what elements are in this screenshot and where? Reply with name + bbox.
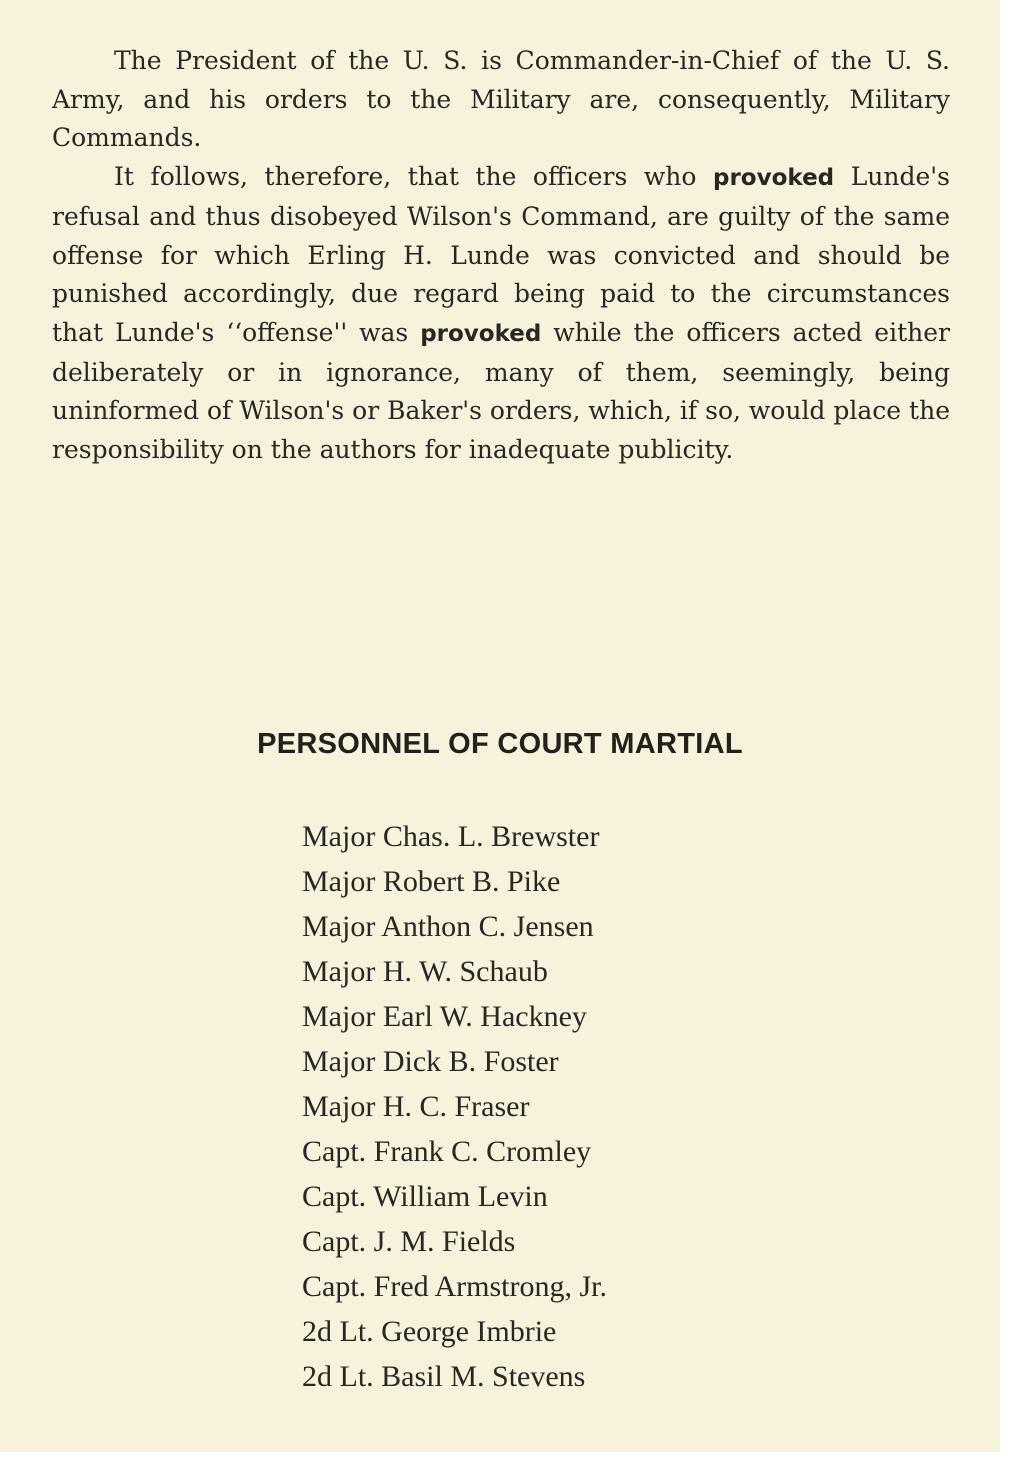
body-text bbox=[52, 42, 950, 470]
paragraph-text: while the officers acted either deliberately or in ignorance, many of them, seemingly, being uninformed of Wilson's or Baker's orders, which, if so, would place the responsibility on the authors for inadequate publicity. bbox=[52, 317, 950, 465]
roster-member: 2d Lt. Basil M. Stevens bbox=[302, 1360, 586, 1393]
roster-member: Major Robert B. Pike bbox=[302, 865, 561, 898]
court-martial-roster bbox=[302, 814, 607, 1399]
roster-member: Major Dick B. Foster bbox=[302, 1045, 559, 1078]
roster-member: Capt. Fred Armstrong, Jr. bbox=[302, 1270, 607, 1303]
paragraph-text: The President of the U. S. is Commander-in-Chief of the U. S. Army, and his orders to the Military are, consequently, Military Commands. bbox=[52, 46, 950, 153]
emphasis-provoked: provoked bbox=[712, 165, 835, 192]
roster-member: Capt. William Levin bbox=[302, 1180, 548, 1213]
roster-member: Major H. W. Schaub bbox=[302, 955, 548, 988]
roster-member: Capt. Frank C. Cromley bbox=[302, 1135, 592, 1168]
emphasis-provoked: provoked bbox=[420, 320, 542, 347]
roster-member: 2d Lt. George Imbrie bbox=[302, 1315, 557, 1348]
section-heading: PERSONNEL OF COURT MARTIAL bbox=[257, 728, 743, 760]
roster-member: Capt. J. M. Fields bbox=[302, 1225, 516, 1258]
roster-member: Major Chas. L. Brewster bbox=[302, 820, 600, 853]
paragraph-commander-in-chief bbox=[52, 42, 950, 158]
roster-member: Major H. C. Fraser bbox=[302, 1090, 530, 1123]
roster-member: Major Anthon C. Jensen bbox=[302, 910, 594, 943]
paragraph-officers-guilty bbox=[52, 158, 950, 470]
paragraph-text: Lunde's refusal and thus disobeyed Wilson's Command, are guilty of the same offense for which Erling H. Lunde was convicted and should be punished accordingly, due regard being paid to the circumstances that Lunde's ‘‘offense'' was bbox=[52, 162, 950, 347]
paragraph-text: It follows, therefore, that the officers who bbox=[114, 162, 713, 192]
roster-member: Major Earl W. Hackney bbox=[302, 1000, 587, 1033]
